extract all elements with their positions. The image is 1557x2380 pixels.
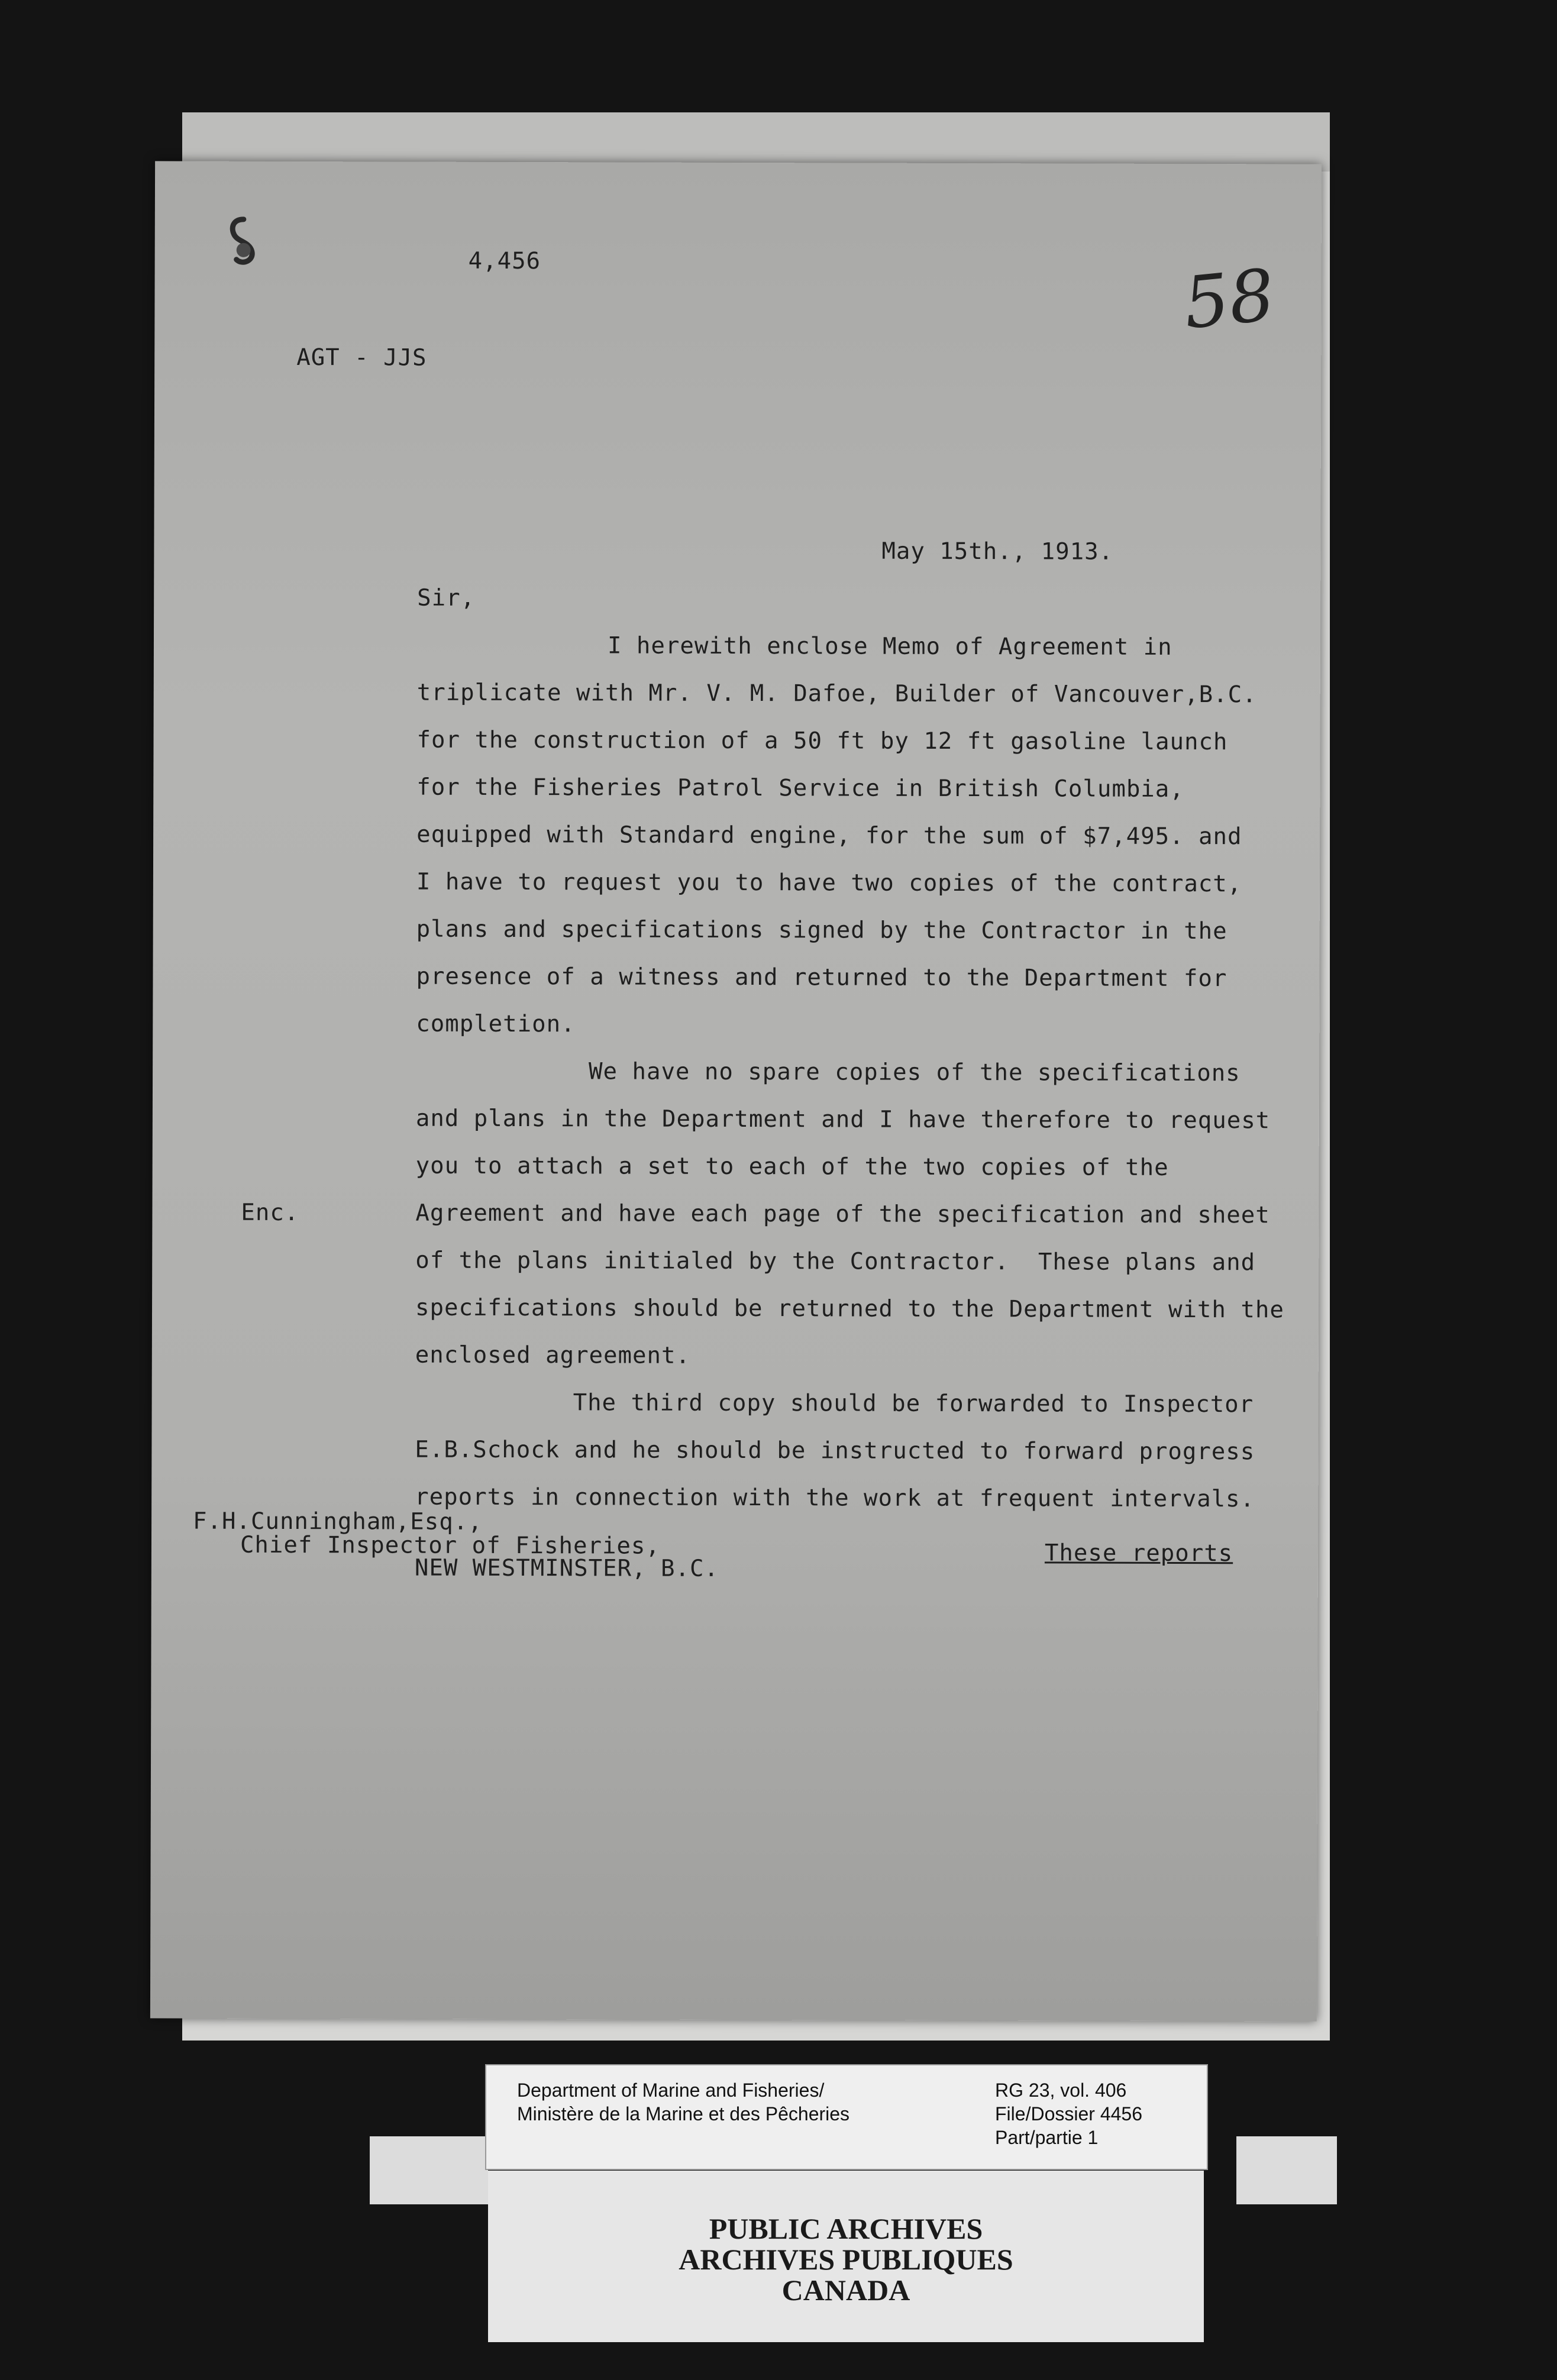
mount-tab-right bbox=[1236, 2136, 1337, 2204]
letter-page bbox=[150, 161, 1322, 2021]
addressee-name: F.H.Cunningham,Esq., bbox=[193, 1508, 483, 1535]
mount-tab-left bbox=[370, 2136, 488, 2204]
salutation: Sir, bbox=[417, 584, 476, 612]
addressee-city: NEW WESTMINSTER, B.C. bbox=[414, 1554, 719, 1582]
record-group: RG 23, vol. 406 bbox=[995, 2080, 1127, 2101]
body-line: E.B.Schock and he should be instructed to forward progress bbox=[415, 1436, 1255, 1466]
body-line: I herewith enclose Memo of Agreement in bbox=[607, 632, 1172, 661]
label-department bbox=[517, 2078, 849, 2126]
enclosure-note: Enc. bbox=[241, 1199, 299, 1227]
body-line: The third copy should be forwarded to Inspector bbox=[573, 1389, 1254, 1418]
body-line: of the plans initialed by the Contractor. These plans and bbox=[415, 1247, 1256, 1276]
reference-code: AGT - JJS bbox=[296, 344, 427, 371]
archive-label bbox=[485, 2064, 1208, 2170]
stamp-line-2: ARCHIVES PUBLIQUES bbox=[679, 2243, 1013, 2276]
body-line: triplicate with Mr. V. M. Dafoe, Builder of Vancouver,B.C. bbox=[416, 679, 1257, 709]
body-line: for the construction of a 50 ft by 12 ft gasoline launch bbox=[416, 726, 1228, 756]
body-line: Agreement and have each page of the specification and sheet bbox=[415, 1199, 1270, 1229]
part-number: Part/partie 1 bbox=[995, 2127, 1099, 2148]
body-line: and plans in the Department and I have therefore to request bbox=[415, 1105, 1271, 1134]
addressee-title: Chief Inspector of Fisheries, bbox=[240, 1531, 660, 1560]
department-fr: Ministère de la Marine et des Pêcheries bbox=[517, 2103, 850, 2124]
stamp-line-3: CANADA bbox=[781, 2274, 910, 2307]
continuation-catchword: These reports bbox=[1044, 1540, 1233, 1567]
department-en: Department of Marine and Fisheries/ bbox=[517, 2080, 825, 2101]
file-number: 4,456 bbox=[468, 247, 541, 275]
body-line: for the Fisheries Patrol Service in British Columbia, bbox=[416, 774, 1184, 803]
folio-number: 58 bbox=[1180, 254, 1278, 345]
file-number-label: File/Dossier 4456 bbox=[995, 2103, 1142, 2124]
stamp-line-1: PUBLIC ARCHIVES bbox=[709, 2212, 983, 2245]
body-line: completion. bbox=[416, 1010, 576, 1038]
letter-date: May 15th., 1913. bbox=[881, 538, 1114, 565]
stamp-text bbox=[488, 2213, 1204, 2305]
body-line: equipped with Standard engine, for the sum of $7,495. and bbox=[416, 821, 1242, 851]
body-line: enclosed agreement. bbox=[415, 1341, 691, 1369]
body-line: plans and specifications signed by the Contractor in the bbox=[416, 916, 1227, 945]
paper-clip-icon bbox=[226, 215, 260, 268]
body-line: presence of a witness and returned to the Department for bbox=[416, 963, 1227, 992]
archives-stamp bbox=[488, 2171, 1204, 2342]
label-reference bbox=[995, 2078, 1142, 2149]
body-line: We have no spare copies of the specifications bbox=[589, 1058, 1241, 1087]
body-line: you to attach a set to each of the two copies of the bbox=[415, 1152, 1169, 1181]
body-line: reports in connection with the work at frequent intervals. bbox=[415, 1483, 1255, 1513]
body-line: I have to request you to have two copies of the contract, bbox=[416, 868, 1242, 898]
body-line: specifications should be returned to the Department with the bbox=[415, 1294, 1284, 1324]
